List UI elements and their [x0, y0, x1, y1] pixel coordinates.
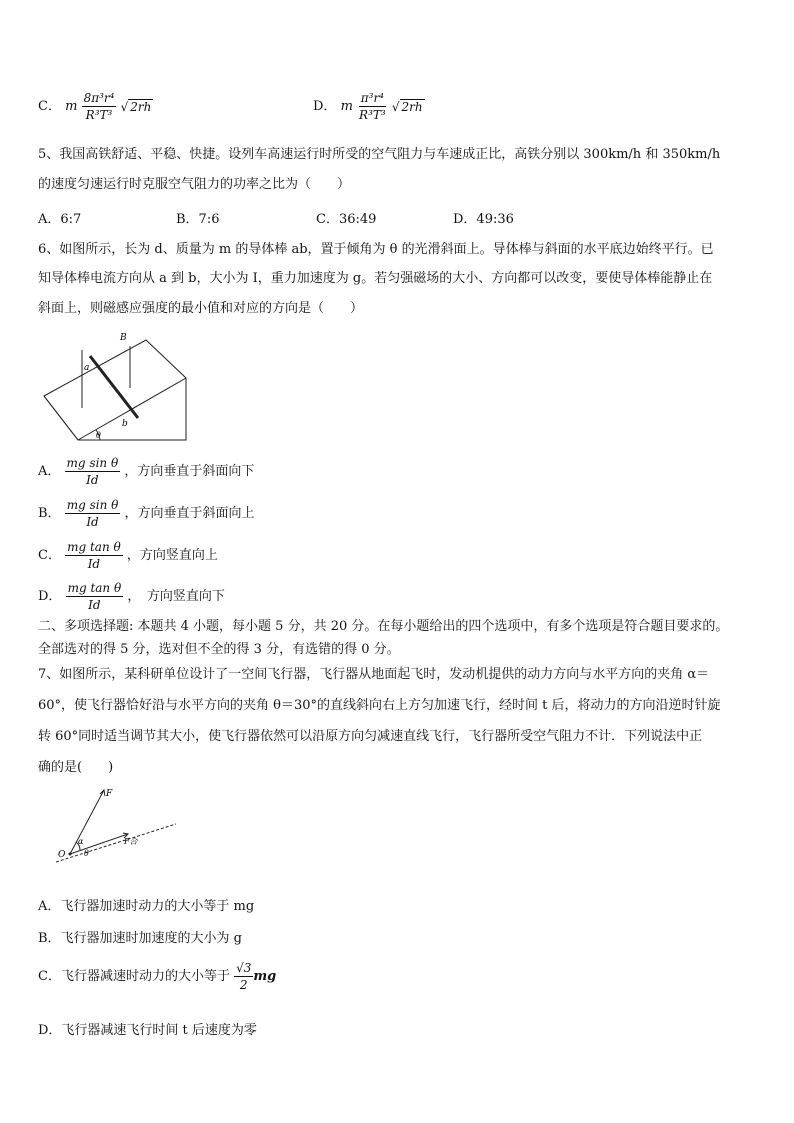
q4-option-c	[38, 90, 153, 123]
incline-side	[44, 396, 78, 440]
label-alpha: α	[78, 837, 84, 846]
q5-option-b: B．7:6	[176, 212, 220, 227]
fraction	[65, 539, 123, 572]
fraction	[65, 455, 121, 488]
denominator: Id	[87, 557, 101, 571]
radicand: 2rh	[401, 99, 423, 114]
radicand: 2rh	[130, 99, 152, 114]
coef: m	[65, 99, 78, 114]
fraction	[357, 90, 388, 123]
option-label: C．	[38, 99, 61, 114]
numerator: √3	[236, 961, 252, 975]
option-label: D．	[38, 589, 62, 604]
conductor-rod	[90, 356, 138, 418]
q6-option-a	[38, 455, 254, 488]
q7-option-b: B．飞行器加速时加速度的大小为 g	[38, 931, 243, 946]
q7-option-a: A．飞行器加速时动力的大小等于 mg	[38, 899, 255, 914]
numerator: mg tan θ	[67, 581, 122, 595]
fraction	[66, 580, 124, 613]
flight-path-line	[56, 824, 176, 862]
q5-option-a: A．6:7	[38, 212, 82, 227]
denominator: 2	[239, 978, 248, 992]
option-text: ，方向垂直于斜面向下	[124, 464, 255, 479]
fraction	[65, 497, 121, 530]
q7-stem-line4: 确的是( )	[38, 760, 114, 775]
option-label: C．	[38, 548, 61, 563]
numerator: π³r⁴	[360, 91, 384, 105]
q7-option-c	[38, 960, 276, 993]
numerator: mg sin θ	[66, 498, 119, 512]
option-text: ， 方向竖直向下	[127, 589, 225, 604]
label-O: O	[58, 850, 66, 860]
q6-stem-line3: 斜面上，则磁感应强度的最小值和对应的方向是（ ）	[38, 301, 364, 316]
section2-heading-line1: 二、多项选择题: 本题共 4 小题，每小题 5 分，共 20 分。在每小题给出的四个选项中，有多个选项是符合题目要求的。	[38, 619, 729, 634]
coef: m	[340, 99, 353, 114]
option-label: D．	[313, 99, 337, 114]
option-label: A．	[38, 464, 61, 479]
q7-stem-line3: 转 60°同时适当调节其大小，使飞行器依然可以沿原方向匀减速直线飞行，飞行器所受空气阻力不计．下列说法中正	[38, 729, 703, 744]
label-B: B	[120, 333, 127, 343]
q6-incline-figure	[38, 328, 198, 444]
option-tail: mg	[253, 969, 277, 984]
option-label: B．	[38, 506, 61, 521]
numerator: mg sin θ	[66, 456, 119, 470]
sqrt: √ 2rh	[120, 99, 152, 114]
q5-stem-line2: 的速度匀速运行时克服空气阻力的功率之比为（ ）	[38, 177, 351, 192]
q7-stem-line2: 60°，使飞行器恰好沿与水平方向的夹角 θ＝30°的直线斜向右上方匀加速飞行，经时间 t 后，将动力的方向沿逆时针旋	[38, 698, 721, 713]
q4-option-d	[313, 90, 425, 123]
option-label: C．飞行器减速时动力的大小等于	[38, 969, 230, 984]
sqrt: √ 2rh	[391, 99, 423, 114]
label-F: F	[106, 789, 113, 799]
q7-stem-line1: 7、如图所示，某科研单位设计了一空间飞行器，飞行器从地面起飞时，发动机提供的动力方向与水平方向的夹角 α＝	[38, 667, 710, 682]
q6-option-b	[38, 497, 255, 530]
q5-option-c: C．36:49	[316, 212, 377, 227]
numerator: 8π³r⁴	[83, 91, 115, 105]
label-theta: θ	[84, 849, 89, 858]
label-a: a	[84, 363, 90, 373]
denominator: R³T³	[359, 108, 386, 122]
fraction	[82, 90, 117, 123]
label-b: b	[122, 419, 128, 429]
q6-option-c	[38, 539, 218, 572]
label-F-net: F合	[124, 837, 138, 846]
denominator: Id	[88, 598, 101, 612]
option-text: ，方向竖直向上	[126, 548, 218, 563]
numerator: mg tan θ	[67, 540, 121, 554]
q6-stem-line2: 知导体棒电流方向从 a 到 b，大小为 I，重力加速度为 g。若匀强磁场的大小、方向都可以改变，要使导体棒能静止在	[38, 271, 713, 286]
q6-stem-line1: 6、如图所示，长为 d、质量为 m 的导体棒 ab，置于倾角为 θ 的光滑斜面上。导体棒与斜面的水平底边始终平行。已	[38, 242, 714, 257]
option-text: ，方向垂直于斜面向上	[124, 506, 255, 521]
q5-option-d: D．49:36	[453, 212, 514, 227]
denominator: Id	[86, 515, 99, 529]
q6-option-d	[38, 580, 225, 613]
q5-stem-line1: 5、我国高铁舒适、平稳、快捷。设列车高速运行时所受的空气阻力与车速成正比，高铁分别以 300km/h 和 350km/h	[38, 147, 721, 162]
q7-force-figure	[56, 784, 176, 864]
fraction	[234, 960, 253, 993]
label-theta: θ	[96, 431, 101, 440]
denominator: Id	[86, 473, 99, 487]
q7-option-d: D．飞行器减速飞行时间 t 后速度为零	[38, 1023, 257, 1038]
section2-heading-line2: 全部选对的得 5 分，选对但不全的得 3 分，有选错的得 0 分。	[38, 642, 400, 657]
origin-point	[69, 853, 72, 856]
denominator: R³T³	[85, 108, 113, 122]
